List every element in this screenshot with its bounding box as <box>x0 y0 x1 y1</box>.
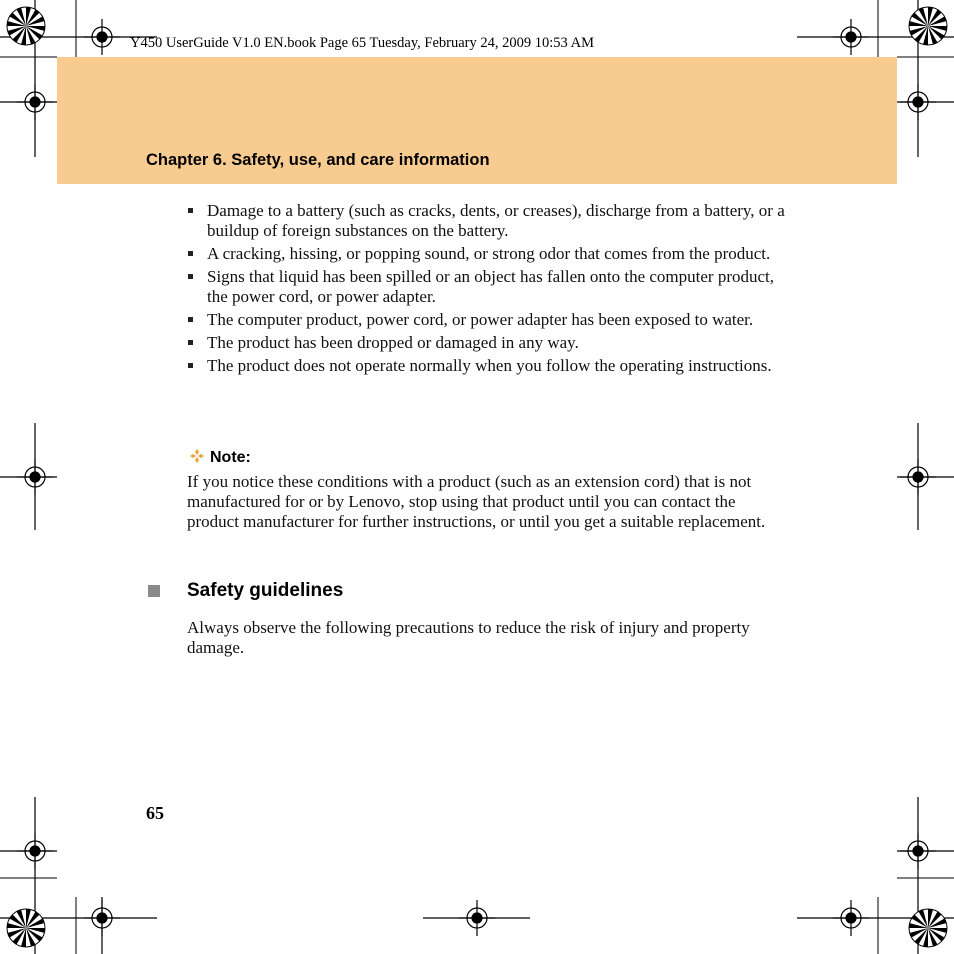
list-item-text: The product has been dropped or damaged in any way. <box>207 333 579 352</box>
bullet-square-icon <box>188 317 193 322</box>
list-item <box>187 267 787 307</box>
chapter-title: Chapter 6. Safety, use, and care information <box>146 151 490 169</box>
page-number: 65 <box>146 803 164 823</box>
list-item-text: The computer product, power cord, or power adapter has been exposed to water. <box>207 310 754 329</box>
list-item-text: Signs that liquid has been spilled or an object has fallen onto the computer product, the power cord, or power adapter. <box>207 267 775 306</box>
note-diamond-icon <box>190 449 204 463</box>
starburst-mark-icon <box>909 7 947 45</box>
note-text: If you notice these conditions with a product (such as an extension cord) that is not manufactured for or by Lenovo, stop using that product until you can contact the product manufacturer for further instructions, or until you get a suitable replacement. <box>187 472 766 531</box>
list-item <box>187 244 787 264</box>
starburst-mark-icon <box>909 909 947 947</box>
bullet-square-icon <box>188 340 193 345</box>
list-item-text: The product does not operate normally when you follow the operating instructions. <box>207 356 772 375</box>
section-text: Always observe the following precautions to reduce the risk of injury and property damage. <box>187 618 750 657</box>
list-item-text: Damage to a battery (such as cracks, dents, or creases), discharge from a battery, or a buildup of foreign substances on the battery. <box>207 201 785 240</box>
starburst-mark-icon <box>7 909 45 947</box>
list-item <box>187 333 787 353</box>
list-item-text: A cracking, hissing, or popping sound, or strong odor that comes from the product. <box>207 244 771 263</box>
section-title: Safety guidelines <box>187 580 344 601</box>
starburst-mark-icon <box>7 7 45 45</box>
section-square-icon <box>148 585 160 597</box>
list-item <box>187 356 787 376</box>
note-label: Note: <box>210 449 251 466</box>
print-job-header: Y450 UserGuide V1.0 EN.book Page 65 Tuesday, February 24, 2009 10:53 AM <box>130 35 594 51</box>
bullet-square-icon <box>188 274 193 279</box>
bullet-square-icon <box>188 363 193 368</box>
list-item <box>187 310 787 330</box>
condition-list <box>187 201 787 379</box>
note-heading <box>190 449 251 467</box>
bullet-square-icon <box>188 208 193 213</box>
list-item <box>187 201 787 241</box>
bullet-square-icon <box>188 251 193 256</box>
